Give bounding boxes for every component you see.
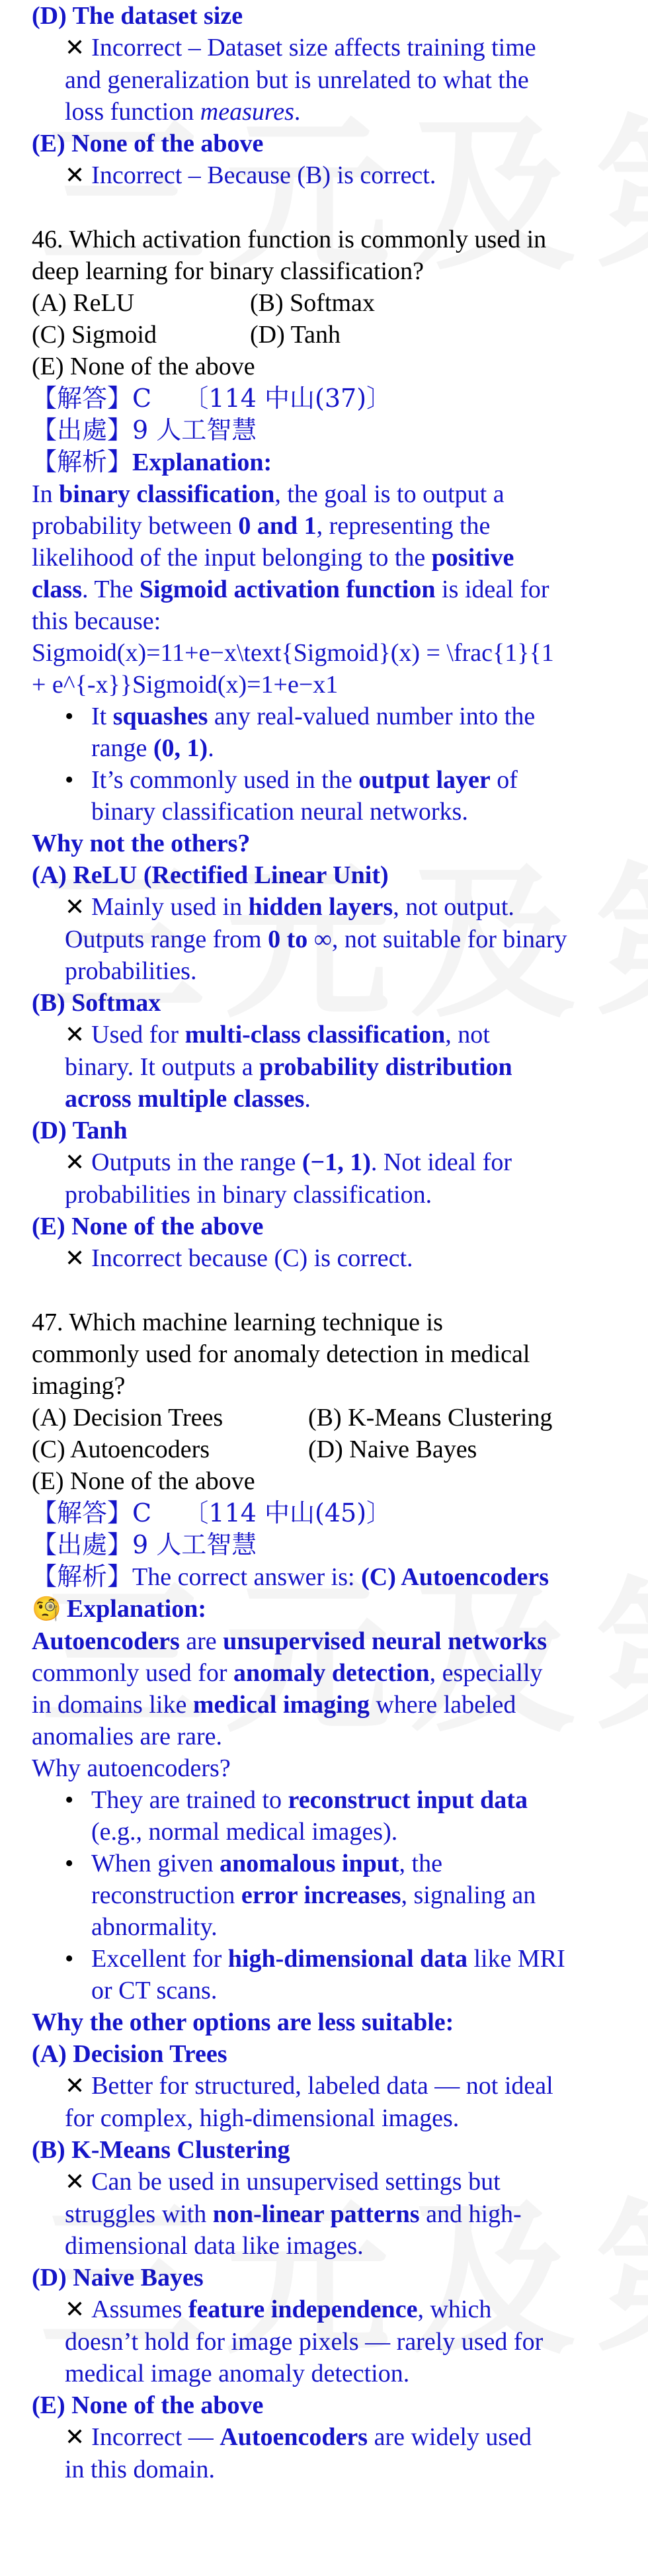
list-item: • It squashes any real-valued number into the range (0, 1).	[65, 701, 622, 764]
x-mark-icon: ✕	[65, 162, 85, 189]
option-a-explanation: for complex, high-dimensional images.	[65, 2104, 460, 2132]
source-ref: 〔114 中山(37)〕	[183, 384, 392, 413]
explanation-text: probability between 0 and 1, representing the	[32, 512, 491, 540]
list-item: • It’s commonly used in the output layer of binary classification neural networks.	[65, 764, 622, 828]
option-d-explanation: probabilities in binary classification.	[65, 1181, 432, 1209]
thinking-face-icon: 🧐	[32, 1596, 61, 1623]
option-b-heading: (B) K-Means Clustering	[32, 2136, 290, 2164]
origin-value: 9 人工智慧	[132, 415, 257, 445]
option-a: (A) ReLU	[32, 289, 135, 317]
analysis-line: 【解析】Explanation:	[32, 447, 272, 476]
question-47-stem: imaging?	[32, 1372, 126, 1400]
option-d-explanation: ✕ Assumes feature independence, which	[65, 2296, 492, 2323]
sigmoid-points	[32, 701, 622, 828]
option-d-heading: (D) The dataset size	[32, 2, 243, 30]
option-d-explanation: and generalization but is unrelated to what the	[65, 66, 529, 94]
origin-label: 【出處】	[32, 415, 133, 445]
explanation-text: commonly used for anomaly detection, especially	[32, 1659, 543, 1687]
answer-label: 【解答】	[32, 384, 133, 413]
option-b-explanation: ✕ Used for multi-class classification, not	[65, 1021, 490, 1049]
x-mark-icon: ✕	[65, 1149, 85, 1176]
question-47-stem: 47. Which machine learning technique is	[32, 1309, 443, 1336]
x-mark-icon: ✕	[65, 1021, 85, 1049]
option-a-explanation: ✕ Better for structured, labeled data — not ideal	[65, 2072, 553, 2100]
option-b-explanation: struggles with non-linear patterns and high-	[65, 2200, 522, 2228]
option-c: (C) Autoencoders	[32, 1436, 210, 1463]
option-e-explanation: ✕ Incorrect because (C) is correct.	[65, 1244, 413, 1272]
explanation-text: anomalies are rare.	[32, 1723, 222, 1750]
option-a-heading: (A) Decision Trees	[32, 2040, 227, 2068]
option-b-explanation: ✕ Can be used in unsupervised settings but	[65, 2168, 501, 2196]
question-46-stem: 46. Which activation function is commonly used in	[32, 226, 547, 253]
origin-line	[32, 1529, 622, 1561]
explanation-text: class. The Sigmoid activation function is ideal for	[32, 576, 549, 603]
option-a-heading: (A) ReLU (Rectified Linear Unit)	[32, 861, 389, 889]
option-d-heading: (D) Naive Bayes	[32, 2264, 204, 2292]
x-mark-icon: ✕	[65, 894, 85, 921]
option-b-explanation: dimensional data like images.	[65, 2232, 364, 2260]
explanation-text: likelihood of the input belonging to the positive	[32, 544, 514, 572]
option-e-heading: (E) None of the above	[32, 2391, 264, 2419]
option-d-explanation: ✕ Outputs in the range (−1, 1). Not ideal for	[65, 1148, 512, 1176]
option-a: (A) Decision Trees	[32, 1404, 223, 1432]
analysis-label: 【解析】	[32, 1562, 133, 1591]
list-item: • They are trained to reconstruct input data (e.g., normal medical images).	[65, 1784, 622, 1848]
x-mark-icon: ✕	[65, 2073, 85, 2100]
answer-value: C	[132, 384, 152, 413]
origin-line	[32, 414, 622, 446]
x-mark-icon: ✕	[65, 34, 85, 62]
explanation-text: Autoencoders are unsupervised neural networks	[32, 1627, 547, 1655]
why-not-heading: Why not the others?	[32, 830, 251, 857]
answer-line	[32, 382, 622, 414]
sigmoid-formula: Sigmoid(x)=11+e−x\text{Sigmoid}(x) = \frac{1}{1	[32, 639, 554, 667]
answer-label: 【解答】	[32, 1498, 133, 1527]
analysis-label: 【解析】	[32, 447, 133, 476]
option-b: (B) K-Means Clustering	[308, 1404, 553, 1432]
option-c: (C) Sigmoid	[32, 321, 157, 349]
option-e-explanation: in this domain.	[65, 2456, 215, 2483]
option-a-explanation: ✕ Mainly used in hidden layers, not output.	[65, 893, 514, 921]
origin-label: 【出處】	[32, 1530, 133, 1559]
explanation-text: this because:	[32, 607, 161, 635]
option-e-explanation: ✕ Incorrect — Autoencoders are widely used	[65, 2423, 532, 2451]
option-a-explanation: probabilities.	[65, 957, 197, 985]
option-e: (E) None of the above	[32, 1467, 255, 1495]
x-mark-icon: ✕	[65, 2296, 85, 2323]
x-mark-icon: ✕	[65, 1245, 85, 1272]
option-e-explanation: ✕ Incorrect – Because (B) is correct.	[65, 161, 436, 189]
analysis-line: 【解析】The correct answer is: (C) Autoencoders	[32, 1562, 549, 1591]
source-ref: 〔114 中山(45)〕	[183, 1498, 392, 1527]
option-d: (D) Naive Bayes	[308, 1436, 477, 1463]
answer-line	[32, 1497, 622, 1529]
option-d-explanation: loss function measures.	[65, 98, 301, 126]
option-d-explanation: ✕ Incorrect – Dataset size affects training time	[65, 34, 536, 62]
option-b: (B) Softmax	[250, 289, 375, 317]
origin-value: 9 人工智慧	[132, 1530, 257, 1559]
explanation-heading: 🧐 Explanation:	[32, 1595, 206, 1623]
why-autoencoders: Why autoencoders?	[32, 1754, 231, 1782]
sigmoid-formula: + e^{-x}}Sigmoid(x)=1+e−x1	[32, 671, 339, 699]
list-item: • Excellent for high-dimensional data like MRI or CT scans.	[65, 1943, 622, 2006]
option-b-explanation: binary. It outputs a probability distribution	[65, 1053, 512, 1081]
explanation-text: In binary classification, the goal is to output a	[32, 480, 505, 508]
explanation-text: in domains like medical imaging where labeled	[32, 1691, 516, 1719]
list-item: • When given anomalous input, the reconstruction error increases, signaling an abnormality.	[65, 1848, 622, 1943]
autoencoder-points	[32, 1784, 622, 2006]
answer-value: C	[132, 1498, 152, 1527]
option-d-explanation: medical image anomaly detection.	[65, 2360, 410, 2387]
option-d: (D) Tanh	[250, 321, 341, 349]
option-e-heading: (E) None of the above	[32, 130, 264, 157]
option-e-heading: (E) None of the above	[32, 1213, 264, 1240]
option-e: (E) None of the above	[32, 353, 255, 380]
option-d-explanation: doesn’t hold for image pixels — rarely used for	[65, 2328, 544, 2356]
option-b-explanation: across multiple classes.	[65, 1085, 311, 1113]
option-a-explanation: Outputs range from 0 to ∞, not suitable for binary	[65, 925, 567, 953]
question-47-options	[32, 1402, 622, 1465]
option-b-heading: (B) Softmax	[32, 989, 161, 1017]
question-47-stem: commonly used for anomaly detection in medical	[32, 1340, 530, 1368]
x-mark-icon: ✕	[65, 2424, 85, 2451]
x-mark-icon: ✕	[65, 2168, 85, 2196]
why-other-heading: Why the other options are less suitable:	[32, 2008, 454, 2036]
option-d-heading: (D) Tanh	[32, 1117, 128, 1144]
question-46-stem: deep learning for binary classification?	[32, 257, 424, 285]
question-46-options	[32, 287, 622, 351]
